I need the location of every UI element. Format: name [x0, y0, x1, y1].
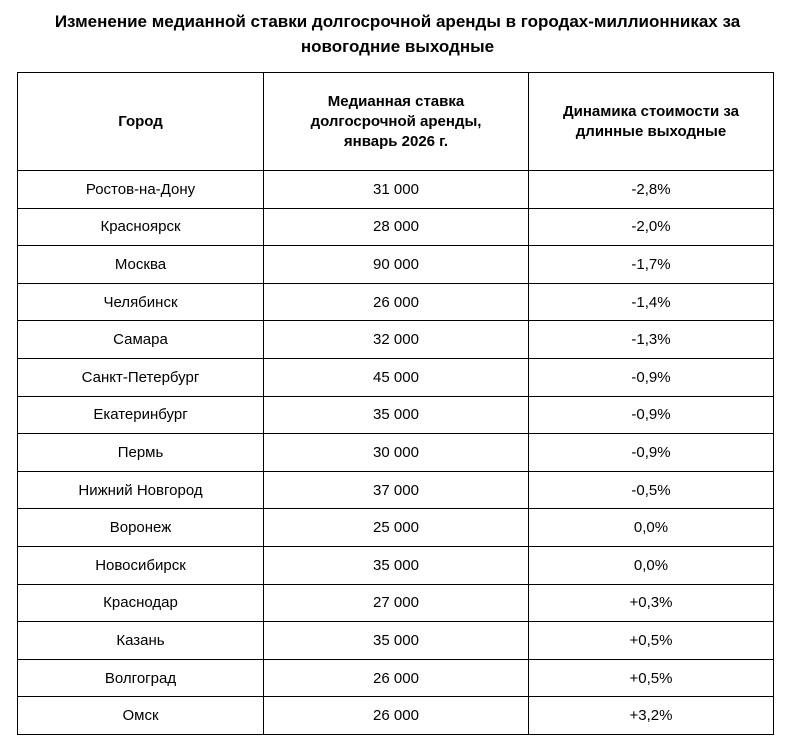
rate-cell: 35 000 — [264, 622, 529, 660]
rate-cell: 26 000 — [264, 697, 529, 735]
city-cell: Челябинск — [18, 283, 264, 321]
rate-cell: 35 000 — [264, 546, 529, 584]
rate-cell: 90 000 — [264, 246, 529, 284]
table-row — [18, 697, 774, 735]
table-row — [18, 396, 774, 434]
rate-cell: 26 000 — [264, 659, 529, 697]
dynamics-cell: 0,0% — [529, 509, 774, 547]
dynamics-cell: -0,5% — [529, 471, 774, 509]
city-cell: Ростов-на-Дону — [18, 171, 264, 209]
rate-cell: 35 000 — [264, 396, 529, 434]
rate-cell: 32 000 — [264, 321, 529, 359]
header-row — [18, 73, 774, 171]
city-cell: Казань — [18, 622, 264, 660]
table-body — [18, 171, 774, 735]
city-cell: Краснодар — [18, 584, 264, 622]
rate-cell: 26 000 — [264, 283, 529, 321]
page-title: Изменение медианной ставки долгосрочной аренды в городах-миллионниках за новогодние выходные — [54, 12, 741, 56]
rate-cell: 25 000 — [264, 509, 529, 547]
table-row — [18, 622, 774, 660]
rate-cell: 27 000 — [264, 584, 529, 622]
dynamics-cell: -2,8% — [529, 171, 774, 209]
rate-cell: 31 000 — [264, 171, 529, 209]
table-row — [18, 471, 774, 509]
city-cell: Красноярск — [18, 208, 264, 246]
rate-cell: 45 000 — [264, 358, 529, 396]
city-cell: Воронеж — [18, 509, 264, 547]
table-row — [18, 358, 774, 396]
rate-cell: 30 000 — [264, 434, 529, 472]
dynamics-cell: -0,9% — [529, 358, 774, 396]
dynamics-cell: 0,0% — [529, 546, 774, 584]
table-row — [18, 659, 774, 697]
city-cell: Самара — [18, 321, 264, 359]
city-cell: Омск — [18, 697, 264, 735]
rate-cell: 28 000 — [264, 208, 529, 246]
rate-cell: 37 000 — [264, 471, 529, 509]
city-cell: Нижний Новгород — [18, 471, 264, 509]
city-cell: Санкт-Петербург — [18, 358, 264, 396]
city-cell: Новосибирск — [18, 546, 264, 584]
column-header-city: Город — [18, 73, 264, 171]
dynamics-cell: +0,5% — [529, 622, 774, 660]
column-header-rate: Медианная ставка долгосрочной аренды, январь 2026 г. — [264, 73, 529, 171]
city-cell: Москва — [18, 246, 264, 284]
dynamics-cell: -0,9% — [529, 434, 774, 472]
table-row — [18, 546, 774, 584]
dynamics-cell: -1,3% — [529, 321, 774, 359]
city-cell: Пермь — [18, 434, 264, 472]
rent-rates-table — [17, 72, 774, 735]
table-row — [18, 434, 774, 472]
table-row — [18, 509, 774, 547]
table-row — [18, 246, 774, 284]
dynamics-cell: +3,2% — [529, 697, 774, 735]
table-row — [18, 283, 774, 321]
table-row — [18, 171, 774, 209]
dynamics-cell: -0,9% — [529, 396, 774, 434]
dynamics-cell: -1,7% — [529, 246, 774, 284]
table-row — [18, 584, 774, 622]
dynamics-cell: +0,5% — [529, 659, 774, 697]
dynamics-cell: -1,4% — [529, 283, 774, 321]
dynamics-cell: -2,0% — [529, 208, 774, 246]
city-cell: Екатеринбург — [18, 396, 264, 434]
city-cell: Волгоград — [18, 659, 264, 697]
table-row — [18, 208, 774, 246]
column-header-dynamics: Динамика стоимости за длинные выходные — [529, 73, 774, 171]
table-row — [18, 321, 774, 359]
dynamics-cell: +0,3% — [529, 584, 774, 622]
